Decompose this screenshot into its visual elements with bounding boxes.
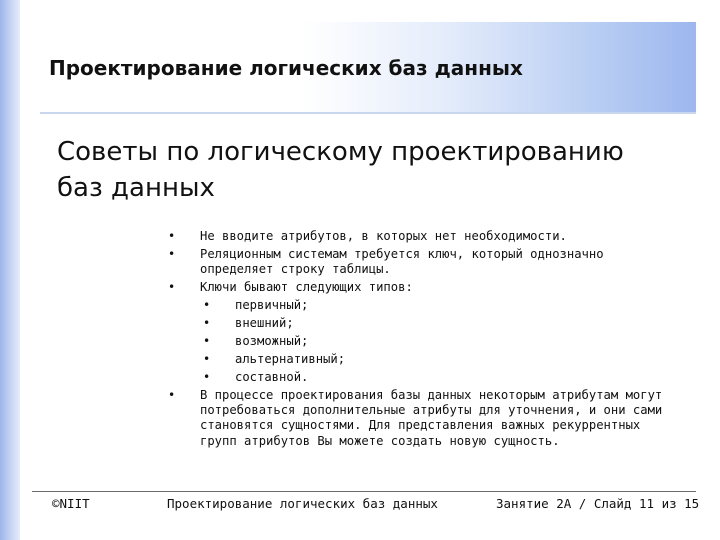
list-item-text: Не вводите атрибутов, в которых нет необходимости. — [200, 229, 567, 243]
bullet-icon: • — [168, 387, 176, 402]
bullet-list — [0, 229, 720, 452]
footer-slide-number: Занятие 2A / Слайд 11 из 15 — [496, 496, 700, 511]
list-item — [0, 280, 674, 295]
sub-list-item — [0, 352, 720, 367]
bullet-icon: • — [203, 351, 211, 366]
bullet-icon: • — [203, 333, 211, 348]
sub-list-item — [0, 370, 720, 385]
sub-list-item-text: альтернативный; — [235, 351, 346, 366]
footer-copyright: ©NIIT — [52, 496, 90, 511]
bullet-icon: • — [168, 229, 176, 243]
sub-list-item — [0, 316, 720, 331]
list-item-text: В процессе проектирования базы данных некоторым атрибутам могут потребоваться дополнительные атрибуты для уточнения, и они сами становятся сущностями. Для представления важных рекуррентных групп атрибутов Вы можете создать новую сущность. — [200, 387, 663, 448]
bullet-icon: • — [168, 246, 176, 261]
sub-list-item-text: первичный; — [235, 298, 309, 313]
sub-list-item-text: внешний; — [235, 316, 294, 331]
slide-subtitle: Советы по логическому проектированию баз данных — [57, 137, 624, 203]
bullet-icon: • — [203, 369, 211, 384]
sub-list-item-text: составной. — [235, 369, 309, 384]
sub-list-item-text: возможный; — [235, 333, 309, 348]
bullet-icon: • — [203, 298, 211, 313]
list-item-text: Ключи бывают следующих типов: — [200, 280, 413, 295]
footer-divider — [32, 491, 696, 492]
list-item-text: Реляционным системам требуется ключ, который однозначно определяет строку таблицы. — [200, 246, 604, 277]
slide-header-title: Проектирование логических баз данных — [49, 56, 523, 80]
sub-list-item — [0, 298, 720, 313]
bullet-icon: • — [203, 316, 211, 331]
footer-course-title: Проектирование логических баз данных — [167, 496, 438, 511]
bullet-icon: • — [168, 280, 176, 295]
sub-list-item — [0, 334, 720, 349]
list-item — [0, 247, 674, 278]
list-item — [0, 229, 674, 244]
list-item — [0, 388, 674, 450]
